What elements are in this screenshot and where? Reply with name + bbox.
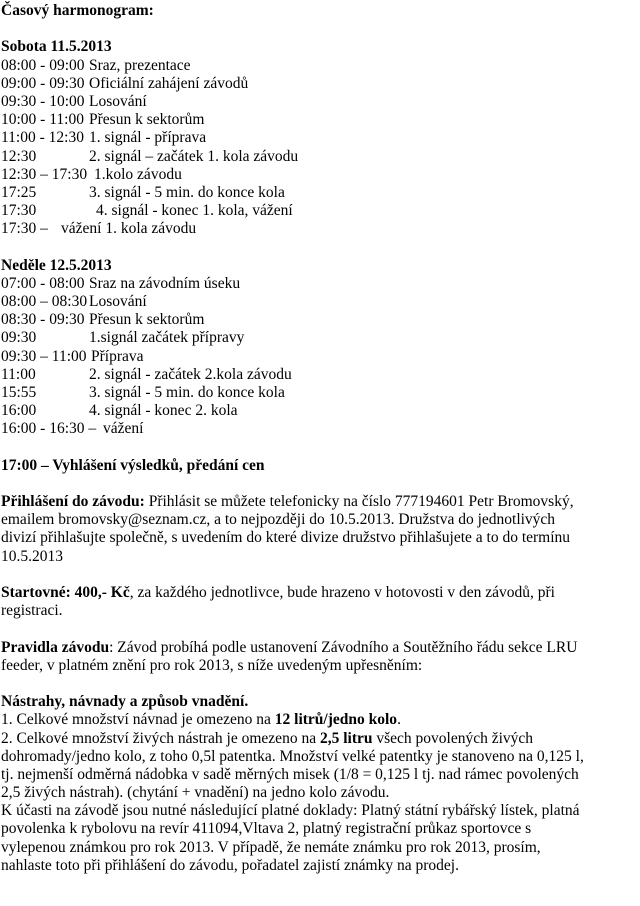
schedule-row xyxy=(1,402,640,420)
bait-item-2 xyxy=(1,730,621,748)
row-text: 1. signál - příprava xyxy=(89,129,207,147)
bait-text: všech povolených živých xyxy=(372,729,534,747)
row-time: 09:30 xyxy=(1,329,37,347)
row-text: Losování xyxy=(89,293,147,310)
registration-text: Přihlásit se můžete telefonicky na číslo 777194601 Petr Bromovský, xyxy=(144,493,574,511)
bait-text: 1. Celkové množství návnad je omezeno na xyxy=(1,711,275,729)
schedule-row xyxy=(1,420,640,438)
documents-text: povolenka k rybolovu na revír 411094,Vltava 2, platný registrační průkaz sportovce s xyxy=(1,820,532,838)
saturday-heading: Sobota 11.5.2013 xyxy=(1,38,112,56)
live-bait-limit: 2,5 litru xyxy=(319,729,373,747)
documents-text: vylepenou známkou pro rok 2013. V případě, že nemáte známku pro rok 2013, prosím, xyxy=(1,838,541,856)
registration-paragraph xyxy=(1,493,621,566)
schedule-row xyxy=(1,348,640,366)
fee-paragraph xyxy=(1,584,621,620)
schedule-row xyxy=(1,57,640,75)
schedule-row xyxy=(1,202,640,220)
spacer xyxy=(1,675,640,693)
row-text: Losování xyxy=(89,92,147,110)
results-announcement: 17:00 – Vyhlášení výsledků, předání cen xyxy=(1,456,265,474)
row-time: 10:00 - 11:00 xyxy=(1,111,84,129)
schedule-row xyxy=(1,384,640,402)
spacer xyxy=(1,439,640,457)
registration-label: Přihlášení do závodu: xyxy=(1,493,145,511)
registration-text: divizí přihlašujte společně, s uvedením do které divize družstvo přihlašujete a to do termínu xyxy=(1,529,571,547)
row-text: Příprava xyxy=(91,347,144,365)
row-text: 3. signál - 5 min. do konce kola xyxy=(89,383,285,401)
row-time: 08:00 – 08:30 xyxy=(1,293,88,310)
fee-text: , za každého jednotlivce, bude hrazeno v hotovosti v den závodů, při xyxy=(129,584,555,601)
spacer xyxy=(1,620,640,638)
spacer xyxy=(1,566,640,584)
row-text: 1.signál začátek přípravy xyxy=(89,329,245,347)
row-time: 08:00 - 09:00 xyxy=(1,56,85,74)
row-text: 2. signál - začátek 2.kola závodu xyxy=(89,365,292,383)
row-time: 12:30 – 17:30 xyxy=(1,165,88,183)
registration-text: emailem bromovsky@seznam.cz, a to nejpozději do 10.5.2013. Družstva do jednotlivých xyxy=(1,511,556,529)
bait-text: tj. nejmenší odměrná nádobka v sadě měrných misek (1/8 = 0,125 l tj. nad rámec povolených xyxy=(1,765,579,783)
row-time: 11:00 xyxy=(1,365,36,383)
bait-text: 2,5 živých nástrah). (chytání + vnadění) na jedno kolo závodu. xyxy=(1,784,390,802)
bait-section xyxy=(1,693,621,875)
row-text: 1.kolo závodu xyxy=(94,165,182,183)
row-text: Přesun k sektorům xyxy=(89,111,205,129)
sunday-heading: Neděle 12.5.2013 xyxy=(1,256,112,274)
spacer xyxy=(1,20,640,38)
bait-limit: 12 litrů/jedno kolo xyxy=(274,711,398,729)
schedule-title: Časový harmonogram: xyxy=(1,2,154,19)
schedule-row xyxy=(1,220,640,238)
row-text: Oficiální zahájení závodů xyxy=(89,74,249,92)
row-text: Přesun k sektorům xyxy=(89,311,205,329)
row-time: 15:55 xyxy=(1,383,37,401)
sunday-schedule xyxy=(1,275,640,439)
row-text: Sraz, prezentace xyxy=(89,56,191,74)
schedule-row xyxy=(1,184,640,202)
row-text: 4. signál - konec 1. kola, vážení xyxy=(96,202,293,220)
schedule-row xyxy=(1,129,640,147)
row-time: 17:30 xyxy=(1,202,37,220)
row-time: 09:00 - 09:30 xyxy=(1,74,85,92)
schedule-row xyxy=(1,329,640,347)
row-text: 4. signál - konec 2. kola xyxy=(89,402,238,420)
row-text: vážení xyxy=(103,420,144,438)
row-text: 2. signál – začátek 1. kola závodu xyxy=(89,147,299,165)
bait-text: . xyxy=(397,711,401,729)
row-time: 16:00 - 16:30 – xyxy=(1,420,97,438)
bait-item-1 xyxy=(1,711,621,729)
schedule-row xyxy=(1,293,640,311)
row-time: 17:30 – xyxy=(1,220,48,238)
row-time: 17:25 xyxy=(1,183,37,201)
registration-text: 10.5.2013 xyxy=(1,547,63,565)
schedule-row xyxy=(1,75,640,93)
rules-text: feeder, v platném znění pro rok 2013, s níže uvedeným upřesněním: xyxy=(1,656,423,674)
row-text: 3. signál - 5 min. do konce kola xyxy=(89,183,285,201)
spacer xyxy=(1,238,640,256)
bait-text: 2. Celkové množství živých nástrah je omezeno na xyxy=(1,729,320,747)
documents-text: nahlaste toto při přihlášení do závodu, pořadatel zajistí známky na prodej. xyxy=(1,856,459,874)
spacer xyxy=(1,475,640,493)
schedule-row xyxy=(1,166,640,184)
row-time: 16:00 xyxy=(1,402,37,420)
row-time: 09:30 – 11:00 xyxy=(1,347,87,365)
bait-text: dohromady/jedno kolo, z toho 0,5l patentka. Množství velké patentky je stanoveno na 0,125 l, xyxy=(1,747,584,765)
schedule-row xyxy=(1,366,640,384)
schedule-row xyxy=(1,275,640,293)
bait-heading: Nástrahy, návnady a způsob vnadění. xyxy=(1,693,249,711)
saturday-schedule xyxy=(1,57,640,239)
row-text: vážení 1. kola závodu xyxy=(61,220,197,238)
schedule-row xyxy=(1,148,640,166)
row-time: 07:00 - 08:00 xyxy=(1,274,85,292)
rules-paragraph xyxy=(1,639,621,675)
fee-label: Startovné: 400,- Kč xyxy=(1,584,130,601)
row-text: Sraz na závodním úseku xyxy=(89,274,241,292)
row-time: 12:30 xyxy=(1,147,37,165)
documents-text: K účasti na závodě jsou nutné následující platné doklady: Platný státní rybářský lístek, platná xyxy=(1,802,580,820)
rules-text: : Závod probíhá podle ustanovení Závodního a Soutěžního řádu sekce LRU xyxy=(109,638,578,656)
schedule-row xyxy=(1,93,640,111)
schedule-row xyxy=(1,111,640,129)
fee-text: registraci. xyxy=(1,602,63,620)
row-time: 08:30 - 09:30 xyxy=(1,311,85,329)
schedule-row xyxy=(1,311,640,329)
row-time: 09:30 - 10:00 xyxy=(1,92,85,110)
row-time: 11:00 - 12:30 xyxy=(1,129,84,147)
rules-label: Pravidla závodu xyxy=(1,638,110,656)
